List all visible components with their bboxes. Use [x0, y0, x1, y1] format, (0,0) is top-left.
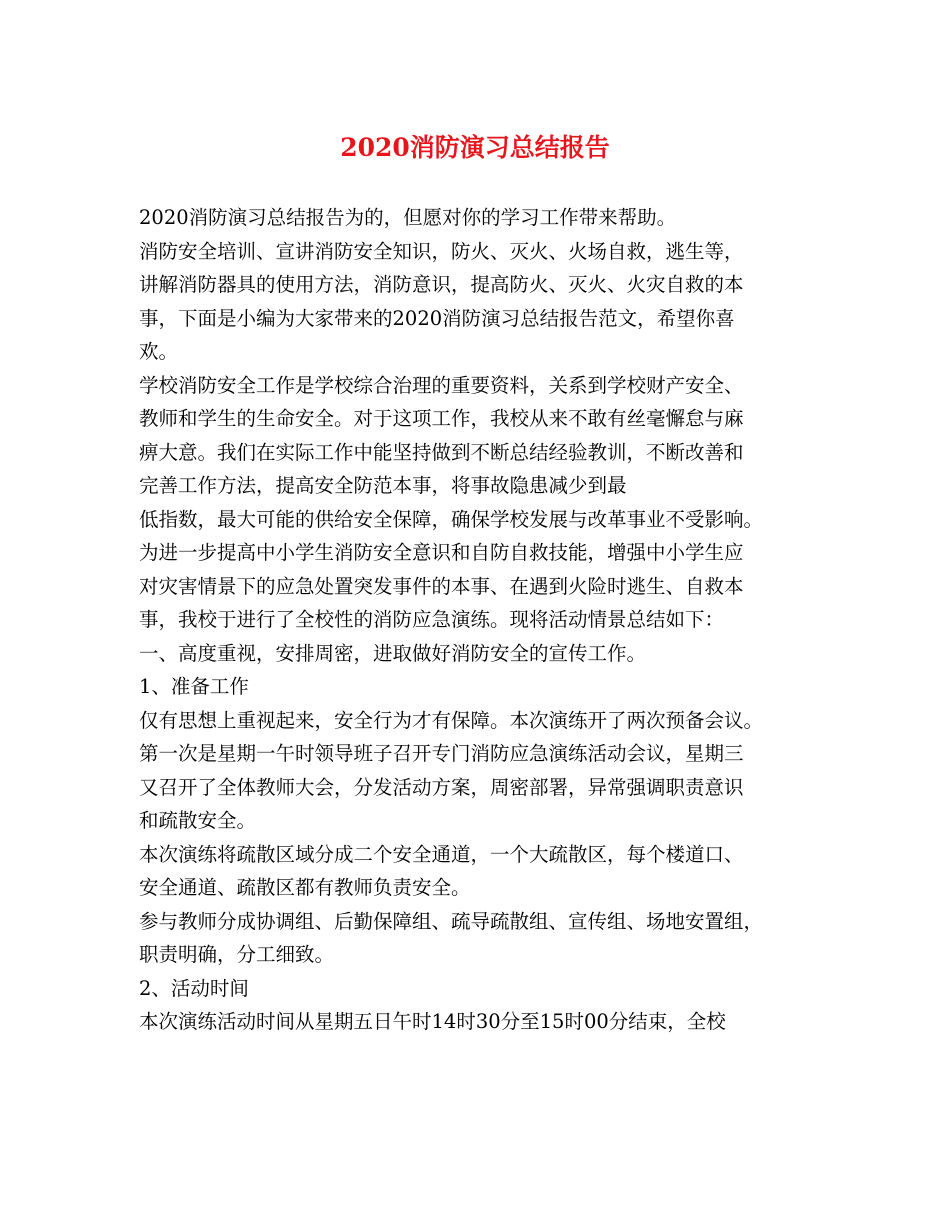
- body-line: 完善工作方法，提高安全防范本事，将事故隐患减少到最: [139, 474, 627, 497]
- body-line: 为进一步提高中小学生消防安全意识和自防自救技能，增强中小学生应: [139, 541, 744, 564]
- body-line: 低指数，最大可能的供给安全保障，确保学校发展与改革事业不受影响。: [139, 507, 764, 531]
- body-line: 本次演练活动时间从星期五日午时14时30分至15时00分结束，全校: [139, 1010, 726, 1033]
- body-line: 欢。: [139, 340, 179, 363]
- body-line: 一、高度重视，安排周密，进取做好消防安全的宣传工作。: [139, 641, 647, 665]
- body-line: 第一次是星期一午时领导班子召开专门消防应急演练活动会议，星期三: [139, 742, 744, 765]
- body-line: 2020消防演习总结报告为的，但愿对你的学习工作带来帮助。: [139, 206, 677, 229]
- body-line: 对灾害情景下的应急处置突发事件的本事、在遇到火险时逃生、自救本: [139, 574, 744, 598]
- body-line: 职责明确，分工细致。: [139, 943, 335, 966]
- body-line: 仅有思想上重视起来，安全行为才有保障。本次演练开了两次预备会议。: [139, 708, 764, 732]
- body-line: 事，下面是小编为大家带来的2020消防演习总结报告范文，希望你喜: [139, 306, 735, 330]
- body-line: 痹大意。我们在实际工作中能坚持做到不断总结经验教训，不断改善和: [139, 440, 744, 464]
- document-body: [139, 201, 819, 1039]
- body-line: 消防安全培训、宣讲消防安全知识，防火、灭火、火场自救，逃生等，: [139, 239, 744, 263]
- body-line: 教师和学生的生命安全。对于这项工作，我校从来不敢有丝毫懈怠与麻: [139, 407, 744, 430]
- body-line: 安全通道、疏散区都有教师负责安全。: [139, 876, 471, 899]
- body-line: 参与教师分成协调组、后勤保障组、疏导疏散组、宣传组、场地安置组，: [139, 909, 764, 933]
- body-line: 1、准备工作: [139, 675, 249, 698]
- document-title: 2020消防演习总结报告: [340, 133, 610, 162]
- body-line: 本次演练将疏散区域分成二个安全通道，一个大疏散区，每个楼道口、: [139, 842, 744, 866]
- body-line: 和疏散安全。: [139, 809, 257, 832]
- body-line: 又召开了全体教师大会，分发活动方案，周密部署，异常强调职责意识: [139, 775, 744, 799]
- body-line: 学校消防安全工作是学校综合治理的重要资料，关系到学校财产安全、: [139, 373, 744, 397]
- body-line: 讲解消防器具的使用方法，消防意识，提高防火、灭火、火灾自救的本: [139, 273, 744, 296]
- body-line: 2、活动时间: [139, 976, 249, 1000]
- body-line: 事，我校于进行了全校性的消防应急演练。现将活动情景总结如下：: [139, 608, 725, 631]
